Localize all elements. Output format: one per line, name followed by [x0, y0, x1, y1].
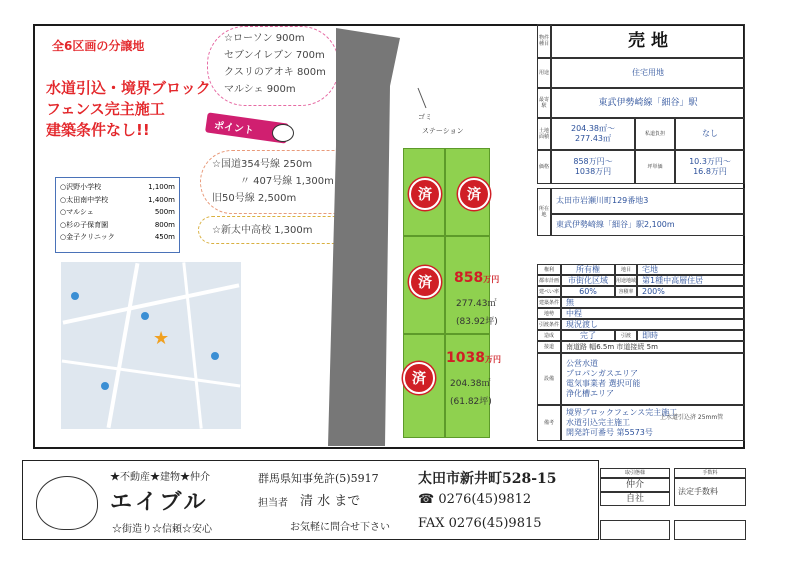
- footer-tagline: ★不動産★建物★仲介: [110, 472, 210, 483]
- point-label: ポイント: [213, 120, 255, 137]
- school-row: [60, 181, 175, 194]
- school-row: [60, 231, 175, 244]
- map-road: [182, 262, 202, 428]
- footer-motto: ☆街造り☆信頼☆安心: [112, 524, 212, 535]
- shop-item: ☆ローソン 900m: [224, 33, 305, 44]
- price-value: 1038: [446, 350, 485, 366]
- tsubo-min: 10.3万円～: [689, 157, 731, 166]
- lot1-price: [454, 270, 499, 286]
- map-road: [63, 283, 240, 324]
- price-unit: 万円: [484, 355, 501, 364]
- development: 完了: [561, 330, 615, 341]
- garbage-label: ゴミ: [418, 113, 432, 121]
- shop-item: セブンイレブン 700m: [224, 50, 325, 61]
- promo-line-1: 水道引込・境界ブロック: [46, 79, 211, 97]
- school-row: [60, 194, 175, 207]
- leader-line: [418, 88, 426, 108]
- school-dist: 1,400m: [148, 195, 175, 204]
- facilities: [561, 353, 745, 405]
- cat-face-icon: [272, 124, 294, 142]
- footer-note: お気軽に問合せ下さい: [290, 522, 390, 533]
- price-unit: 万円: [483, 275, 500, 284]
- school-name: ○太田南中学校: [60, 195, 109, 204]
- handover: 現況渡し: [561, 319, 745, 330]
- build-cond: 無: [561, 297, 745, 308]
- remark-handwritten: 上水道引込済 25mm管: [660, 414, 724, 421]
- headline: 全6区画の分譲地: [52, 39, 145, 53]
- zoning: 市街化区域: [561, 275, 615, 286]
- tsubo-price: [675, 150, 745, 184]
- listing-title: 売 地: [551, 24, 745, 58]
- sold-badge: 済: [458, 178, 490, 210]
- school-dist: 800m: [154, 220, 175, 229]
- facility-item: 浄化槽エリア: [566, 389, 614, 398]
- route-item: ☆国道354号線 250m: [212, 159, 313, 170]
- handover-time: 即時: [637, 330, 745, 341]
- address: 太田市岩瀬川町129番地3: [551, 188, 745, 214]
- map-road: [107, 263, 140, 428]
- map-road: [62, 359, 241, 387]
- price-min: 858万円～: [573, 157, 613, 166]
- nearest-station: 東武伊勢崎線「細谷」駅: [551, 88, 745, 118]
- lot2-price: [446, 350, 501, 366]
- land-category: 宅地: [637, 264, 745, 275]
- license-number: 群馬県知事免許(5)5917: [258, 472, 379, 485]
- lot2-area: 204.38㎡: [450, 379, 491, 389]
- promo-line-3: 建築条件なし!!: [46, 121, 150, 139]
- fee-heading: 手数料: [702, 470, 718, 476]
- rights: 所有権: [561, 264, 615, 275]
- terrain: 中程: [561, 308, 745, 319]
- school-name: ○沢野小学校: [60, 183, 102, 191]
- area-min: 204.38㎡～: [571, 124, 615, 133]
- remarks: [561, 405, 745, 441]
- lot2-tsubo: (61.82坪): [450, 397, 492, 407]
- sold-badge: 済: [409, 266, 441, 298]
- access: 東武伊勢崎線「細谷」駅2,100m: [551, 214, 745, 236]
- school-name: ○杉の子保育園: [60, 220, 109, 229]
- tel-number[interactable]: ☎ 0276(45)9812: [418, 492, 532, 507]
- deal-heading: 取引態様: [624, 470, 645, 476]
- land-area: [551, 118, 635, 150]
- price-value: 858: [454, 270, 484, 286]
- tsubo-max: 16.8万円: [693, 167, 727, 176]
- school-name: ○マルシェ: [60, 208, 94, 216]
- sold-badge: 済: [403, 362, 435, 394]
- route-item: 旧50号線 2,500m: [212, 193, 297, 204]
- agency-address: 太田市新井町528-15: [418, 471, 557, 487]
- site-star-icon: ★: [153, 328, 170, 349]
- lot1-area: 277.43㎡: [456, 299, 497, 309]
- garbage-label: ステーション: [422, 127, 464, 135]
- contact-person: 清 水 まで: [300, 494, 361, 509]
- hs-text: ☆新太中高校 1,300m: [212, 225, 313, 236]
- area-max: 277.43㎡: [575, 134, 611, 143]
- map-pin-icon: [71, 292, 79, 300]
- info-date-box: [674, 520, 746, 540]
- facility-item: 公営水道: [566, 359, 598, 368]
- remark-item: 境界ブロックフェンス完主施工: [566, 408, 678, 417]
- land-type: 住宅用地: [551, 58, 745, 88]
- cat-logo-icon: [36, 476, 98, 530]
- promo-line-2: フェンス完主施工: [46, 100, 165, 118]
- access-road: [328, 28, 400, 446]
- school-row: [60, 219, 175, 232]
- shop-item: マルシェ 900m: [224, 84, 296, 95]
- price-range: [551, 150, 635, 184]
- shop-item: クスリのアオキ 800m: [224, 67, 326, 78]
- school-dist: 1,100m: [148, 183, 175, 191]
- info-date-box: [600, 520, 670, 540]
- deal-kind: 仲介: [600, 478, 670, 492]
- fee-value: 法定手数料: [674, 478, 746, 506]
- bcr: 60%: [561, 286, 615, 297]
- school-dist: 450m: [154, 233, 175, 241]
- fax-number: FAX 0276(45)9815: [418, 516, 542, 531]
- private-road: なし: [675, 118, 745, 150]
- map-pin-icon: [101, 382, 109, 390]
- route-item: 〃 407号線 1,300m: [240, 176, 334, 187]
- far: 200%: [637, 286, 745, 297]
- map-pin-icon: [211, 352, 219, 360]
- remark-item: 開発許可番号 第5573号: [566, 428, 653, 437]
- location-map[interactable]: [61, 262, 241, 429]
- road-note: 南道路 幅6.5m 市道接続 5m: [561, 341, 745, 353]
- map-pin-icon: [141, 312, 149, 320]
- school-dist: 500m: [154, 208, 175, 216]
- facility-item: プロパンガスエリア: [566, 369, 638, 378]
- lot1-tsubo: (83.92坪): [456, 317, 498, 327]
- promo-text: [46, 78, 211, 141]
- price-max: 1038万円: [574, 167, 612, 176]
- sold-badge: 済: [409, 178, 441, 210]
- schools-box: [55, 177, 180, 253]
- school-row: [60, 206, 175, 219]
- facility-item: 電気事業者 選択可能: [566, 379, 641, 388]
- contact-prefix: 担当者: [258, 498, 288, 509]
- company-name: エイブル: [110, 489, 209, 515]
- deal-owner: 自社: [600, 492, 670, 506]
- remark-item: 水道引込完主施工: [566, 418, 630, 427]
- use-area: 第1種中高層住居: [637, 275, 745, 286]
- school-name: ○金子クリニック: [60, 233, 115, 241]
